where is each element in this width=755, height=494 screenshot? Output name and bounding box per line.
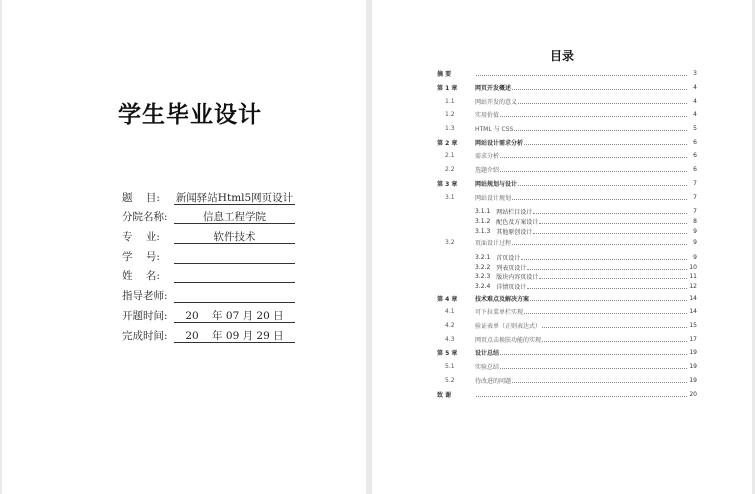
toc-leader-dots (530, 296, 687, 301)
field-value: 20 年 07 月 20 日 (174, 310, 295, 323)
toc-leader-dots (518, 99, 687, 104)
toc-entry[interactable] (437, 226, 697, 236)
toc-entry-number: 1.2 (445, 111, 455, 119)
toc-entry-page: 7 (693, 193, 697, 201)
toc-entry[interactable] (437, 360, 697, 374)
toc-entry-number: 3.1.3 (475, 227, 491, 235)
toc-entry-title: 网站开发的意义 (475, 98, 518, 106)
toc-entry[interactable] (437, 374, 697, 388)
toc-entry-title: 配色及方案设计 (496, 218, 539, 226)
toc-entry-page: 4 (693, 84, 697, 92)
toc-entry-page: 7 (693, 179, 697, 187)
toc-entry-page: 4 (693, 97, 697, 105)
toc-entry-number: 第 4 章 (437, 295, 458, 303)
toc-leader-dots (500, 112, 687, 117)
toc-entry-title: 实用价值 (475, 112, 500, 120)
toc-entry[interactable] (437, 149, 697, 163)
toc-entry-number: 3.1 (445, 193, 455, 201)
toc-entry-title: 待改进的问题 (475, 377, 512, 385)
toc-entry[interactable] (437, 282, 697, 292)
field-label: 专 业: (122, 231, 160, 244)
toc-entry-page: 8 (693, 217, 697, 225)
toc-entry-number: 4.2 (445, 322, 455, 330)
toc-entry-page: 11 (689, 273, 697, 281)
toc-entry-title: 网站设计规划 (475, 194, 512, 202)
toc-entry-title: 实验总结 (475, 364, 500, 372)
toc-entry-title: 选题介绍 (475, 167, 500, 175)
cover-field-row (122, 244, 295, 264)
cover-info-form (122, 185, 295, 343)
toc-entry-title: 其他原创设计 (496, 228, 533, 236)
toc-entry-page: 9 (693, 227, 697, 235)
field-value (174, 263, 295, 264)
toc-entry[interactable] (437, 108, 697, 122)
cover-field-row (122, 264, 295, 284)
toc-entry[interactable] (437, 81, 697, 95)
toc-entry-page: 20 (689, 390, 697, 398)
field-value: 软件技术 (174, 231, 295, 244)
cover-field-row (122, 224, 295, 244)
cover-title: 学生毕业设计 (118, 101, 262, 128)
toc-entry-page: 14 (689, 294, 697, 302)
toc-entry-number: 4.1 (445, 308, 455, 316)
toc-entry-number: 1.1 (445, 97, 455, 105)
toc-entry-page: 14 (689, 308, 697, 316)
toc-entry-page: 3 (693, 70, 697, 78)
toc-entry[interactable] (437, 207, 697, 217)
toc-entry-number: 3.2.4 (475, 283, 491, 291)
toc-entry-number: 3.1.2 (475, 217, 491, 225)
toc-entry-number: 1.3 (445, 125, 455, 133)
toc-entry-number: 4.3 (445, 335, 455, 343)
toc-leader-dots (476, 71, 687, 76)
field-label: 开题时间: (122, 309, 168, 322)
toc-entry-page: 6 (693, 166, 697, 174)
toc-entry-number: 2.2 (445, 166, 455, 174)
toc-leader-dots (521, 255, 687, 260)
toc-entry-page: 19 (689, 376, 697, 384)
toc-entry-title: 详情页设计 (496, 284, 527, 292)
toc-entry-title: 列表页设计 (496, 264, 527, 272)
toc-entry-title: 网站栏目设计 (496, 209, 533, 217)
toc-entry-title: 需求分析 (475, 153, 500, 161)
toc-entry[interactable] (437, 67, 697, 81)
toc-entry-number: 3.2 (445, 239, 455, 247)
toc-entry-title: 页面设计过程 (475, 240, 512, 248)
toc-entry-page: 9 (693, 239, 697, 247)
toc-entry-title: 网站规划与设计 (475, 180, 518, 188)
cover-page (2, 0, 366, 494)
toc-entry-title: 可下拉菜单栏实现 (475, 309, 524, 317)
toc-leader-dots (542, 323, 687, 328)
toc-entry[interactable] (437, 135, 697, 149)
toc-entry-number: 3.2.1 (475, 253, 491, 261)
toc-entry[interactable] (437, 387, 697, 401)
toc-entry-page: 4 (693, 111, 697, 119)
toc-leader-dots (539, 274, 687, 279)
toc-leader-dots (527, 284, 687, 289)
toc-entry-title: 技术难点及解决方案 (475, 295, 530, 303)
toc-entry-page: 5 (693, 125, 697, 133)
toc-entry[interactable] (437, 291, 697, 305)
toc-page (372, 0, 752, 494)
toc-entry-number: 5.2 (445, 376, 455, 384)
toc-entry[interactable] (437, 272, 697, 282)
toc-entry[interactable] (437, 163, 697, 177)
toc-entry-page: 6 (693, 138, 697, 146)
toc-entry[interactable] (437, 177, 697, 191)
toc-leader-dots (500, 350, 687, 355)
toc-entry[interactable] (437, 305, 697, 319)
toc-entry-number: 第 2 章 (437, 139, 458, 147)
toc-entry-title: 网页开发概述 (475, 85, 512, 93)
toc-entry-number: 3.2.3 (475, 273, 491, 281)
toc-leader-dots (512, 85, 687, 90)
toc-leader-dots (476, 392, 687, 397)
toc-leader-dots (527, 265, 687, 270)
toc-leader-dots (512, 195, 687, 200)
field-label: 完成时间: (122, 329, 168, 342)
toc-entry-title: 版块内容页设计 (496, 274, 539, 282)
toc-entry[interactable] (437, 262, 697, 272)
toc-entry[interactable] (437, 217, 697, 227)
toc-entry-title: 设计总结 (475, 350, 500, 358)
cover-field-row (122, 303, 295, 323)
toc-title: 目录 (549, 49, 574, 63)
toc-entry-title: 验证表单（正则表达式） (475, 323, 542, 331)
field-value: 信息工程学院 (174, 211, 295, 224)
toc-leader-dots (533, 209, 687, 214)
toc-entry-number: 5.1 (445, 363, 455, 371)
toc-leader-dots (524, 140, 687, 145)
toc-entry-title: 网页点击换肤功能的实现 (475, 336, 542, 344)
toc-entry-page: 19 (689, 349, 697, 357)
toc-entry-page: 12 (689, 283, 697, 291)
toc-entry[interactable] (437, 190, 697, 204)
field-value (174, 282, 295, 283)
toc-entry-number: 3.2.2 (475, 263, 491, 271)
field-value: 20 年 09 月 29 日 (174, 330, 295, 343)
toc-entry[interactable] (437, 236, 697, 250)
toc-leader-dots (512, 378, 687, 383)
field-value: 新闻驿站Html5网页设计 (175, 191, 294, 204)
toc-leader-dots (512, 240, 687, 245)
toc-leader-dots (539, 219, 687, 224)
toc-entry-page: 19 (689, 363, 697, 371)
field-label: 题 目: (122, 191, 160, 204)
toc-entry[interactable] (437, 253, 697, 263)
toc-entry-number: 第 1 章 (437, 85, 458, 93)
toc-leader-dots (518, 181, 687, 186)
toc-leader-dots (500, 167, 687, 172)
cover-field-row (122, 323, 295, 343)
toc-entry-page: 6 (693, 152, 697, 160)
toc-entry-page: 10 (689, 263, 697, 271)
table-of-contents (437, 67, 697, 401)
toc-leader-dots (533, 229, 687, 234)
toc-leader-dots (500, 364, 687, 369)
field-label: 姓 名: (122, 270, 160, 283)
field-value (174, 302, 295, 303)
toc-entry-number: 第 5 章 (437, 350, 458, 358)
toc-entry[interactable] (437, 319, 697, 333)
toc-entry-title: HTML 与 CSS (475, 126, 514, 134)
toc-entry-page: 17 (689, 335, 697, 343)
toc-entry-number: 摘 要 (437, 71, 452, 79)
toc-leader-dots (514, 126, 687, 131)
toc-entry-page: 7 (693, 208, 697, 216)
toc-entry[interactable] (437, 122, 697, 136)
toc-leader-dots (542, 337, 687, 342)
toc-entry-title: 网站设计需求分析 (475, 139, 524, 147)
cover-field-row (122, 185, 295, 205)
toc-entry[interactable] (437, 332, 697, 346)
field-label: 学 号: (122, 250, 160, 263)
toc-entry-page: 9 (693, 253, 697, 261)
toc-entry-number: 第 3 章 (437, 180, 458, 188)
toc-entry-number: 致 谢 (437, 391, 452, 399)
toc-entry-page: 15 (689, 322, 697, 330)
toc-entry-number: 2.1 (445, 152, 455, 160)
cover-field-row (122, 283, 295, 303)
toc-entry-title: 首页设计 (496, 254, 521, 262)
field-label: 分院名称: (122, 211, 168, 224)
toc-leader-dots (500, 153, 687, 158)
toc-entry[interactable] (437, 94, 697, 108)
cover-field-row (122, 205, 295, 225)
toc-leader-dots (524, 309, 687, 314)
toc-entry-number: 3.1.1 (475, 208, 491, 216)
field-label: 指导老师: (122, 290, 168, 303)
toc-entry[interactable] (437, 346, 697, 360)
